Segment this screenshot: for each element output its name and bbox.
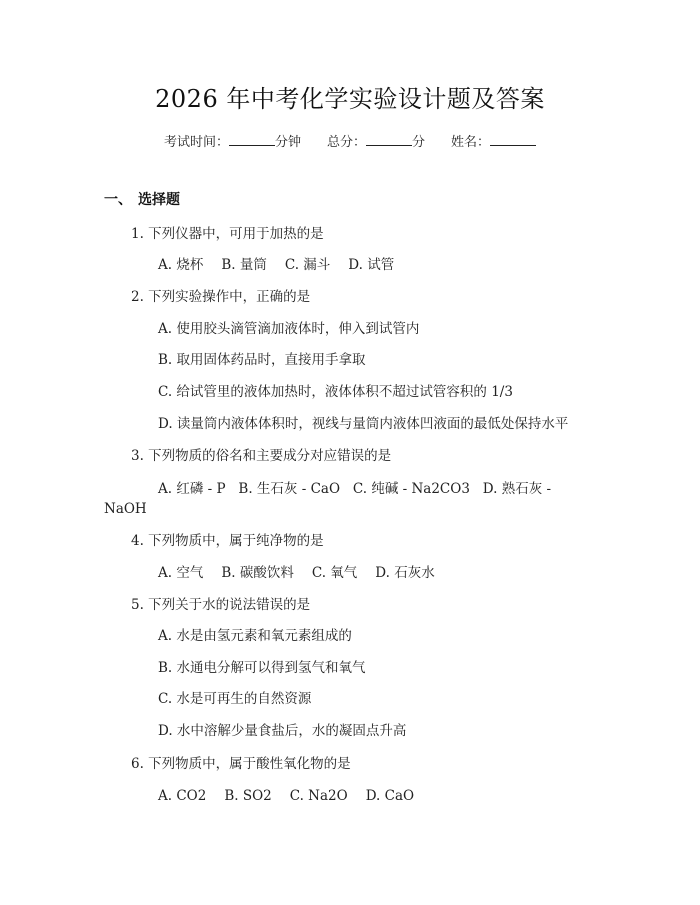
- name-label: 姓名：: [451, 135, 491, 150]
- option: C. 漏斗: [284, 257, 331, 273]
- question-2: 2. 下列实验操作中，正确的是: [131, 289, 311, 305]
- option: A. 烧杯: [158, 257, 204, 273]
- section-number: 一、: [104, 192, 132, 208]
- option: B. 量筒: [221, 257, 267, 273]
- page-title: 2026 年中考化学实验设计题及答案: [155, 85, 545, 113]
- option: C. 水是可再生的自然资源: [158, 691, 312, 707]
- question-1-options: [158, 255, 394, 275]
- option: C. Na2O: [289, 788, 348, 804]
- score-label: 总分：: [326, 135, 366, 150]
- option: C. 氧气: [311, 565, 358, 581]
- time-blank: [229, 131, 275, 146]
- question-3-options-continued: NaOH: [104, 501, 147, 517]
- option: C. 给试管里的液体加热时，液体体积不超过试管容积的 1/3: [158, 384, 513, 400]
- option: A. 水是由氢元素和氧元素组成的: [158, 628, 352, 644]
- question-4-options: [158, 563, 435, 583]
- section-title: 选择题: [138, 192, 180, 208]
- question-4: 4. 下列物质中，属于纯净物的是: [131, 533, 324, 549]
- score-unit: 分: [412, 135, 426, 150]
- question-3: 3. 下列物质的俗名和主要成分对应错误的是: [131, 448, 392, 464]
- option: D. 石灰水: [375, 565, 435, 581]
- question-6-options: [158, 786, 414, 806]
- option: B. 取用固体药品时，直接用手拿取: [158, 352, 366, 368]
- option: D. 水中溶解少量食盐后，水的凝固点升高: [158, 723, 407, 739]
- option: A. CO2: [158, 788, 207, 804]
- score-blank: [366, 131, 412, 146]
- question-6: 6. 下列物质中，属于酸性氧化物的是: [131, 756, 351, 772]
- option: B. 碳酸饮料: [221, 565, 294, 581]
- option: D. 试管: [348, 257, 395, 273]
- section-heading: [104, 190, 180, 210]
- name-blank: [490, 131, 536, 146]
- question-1: 1. 下列仪器中，可用于加热的是: [131, 226, 324, 242]
- time-unit: 分钟: [274, 135, 301, 150]
- option: B. 水通电分解可以得到氢气和氧气: [158, 660, 366, 676]
- option: B. SO2: [224, 788, 272, 804]
- time-label: 考试时间：: [163, 135, 229, 150]
- option: A. 使用胶头滴管滴加液体时，伸入到试管内: [158, 321, 420, 337]
- question-5: 5. 下列关于水的说法错误的是: [131, 597, 311, 613]
- option: D. 读量筒内液体体积时，视线与量筒内液体凹液面的最低处保持水平: [158, 416, 569, 432]
- exam-meta: [0, 131, 700, 153]
- option: A. 空气: [158, 565, 204, 581]
- option: D. CaO: [365, 788, 415, 804]
- question-3-options: A. 红磷 - P B. 生石灰 - CaO C. 纯碱 - Na2CO3 D. 熟石灰 -: [158, 481, 552, 497]
